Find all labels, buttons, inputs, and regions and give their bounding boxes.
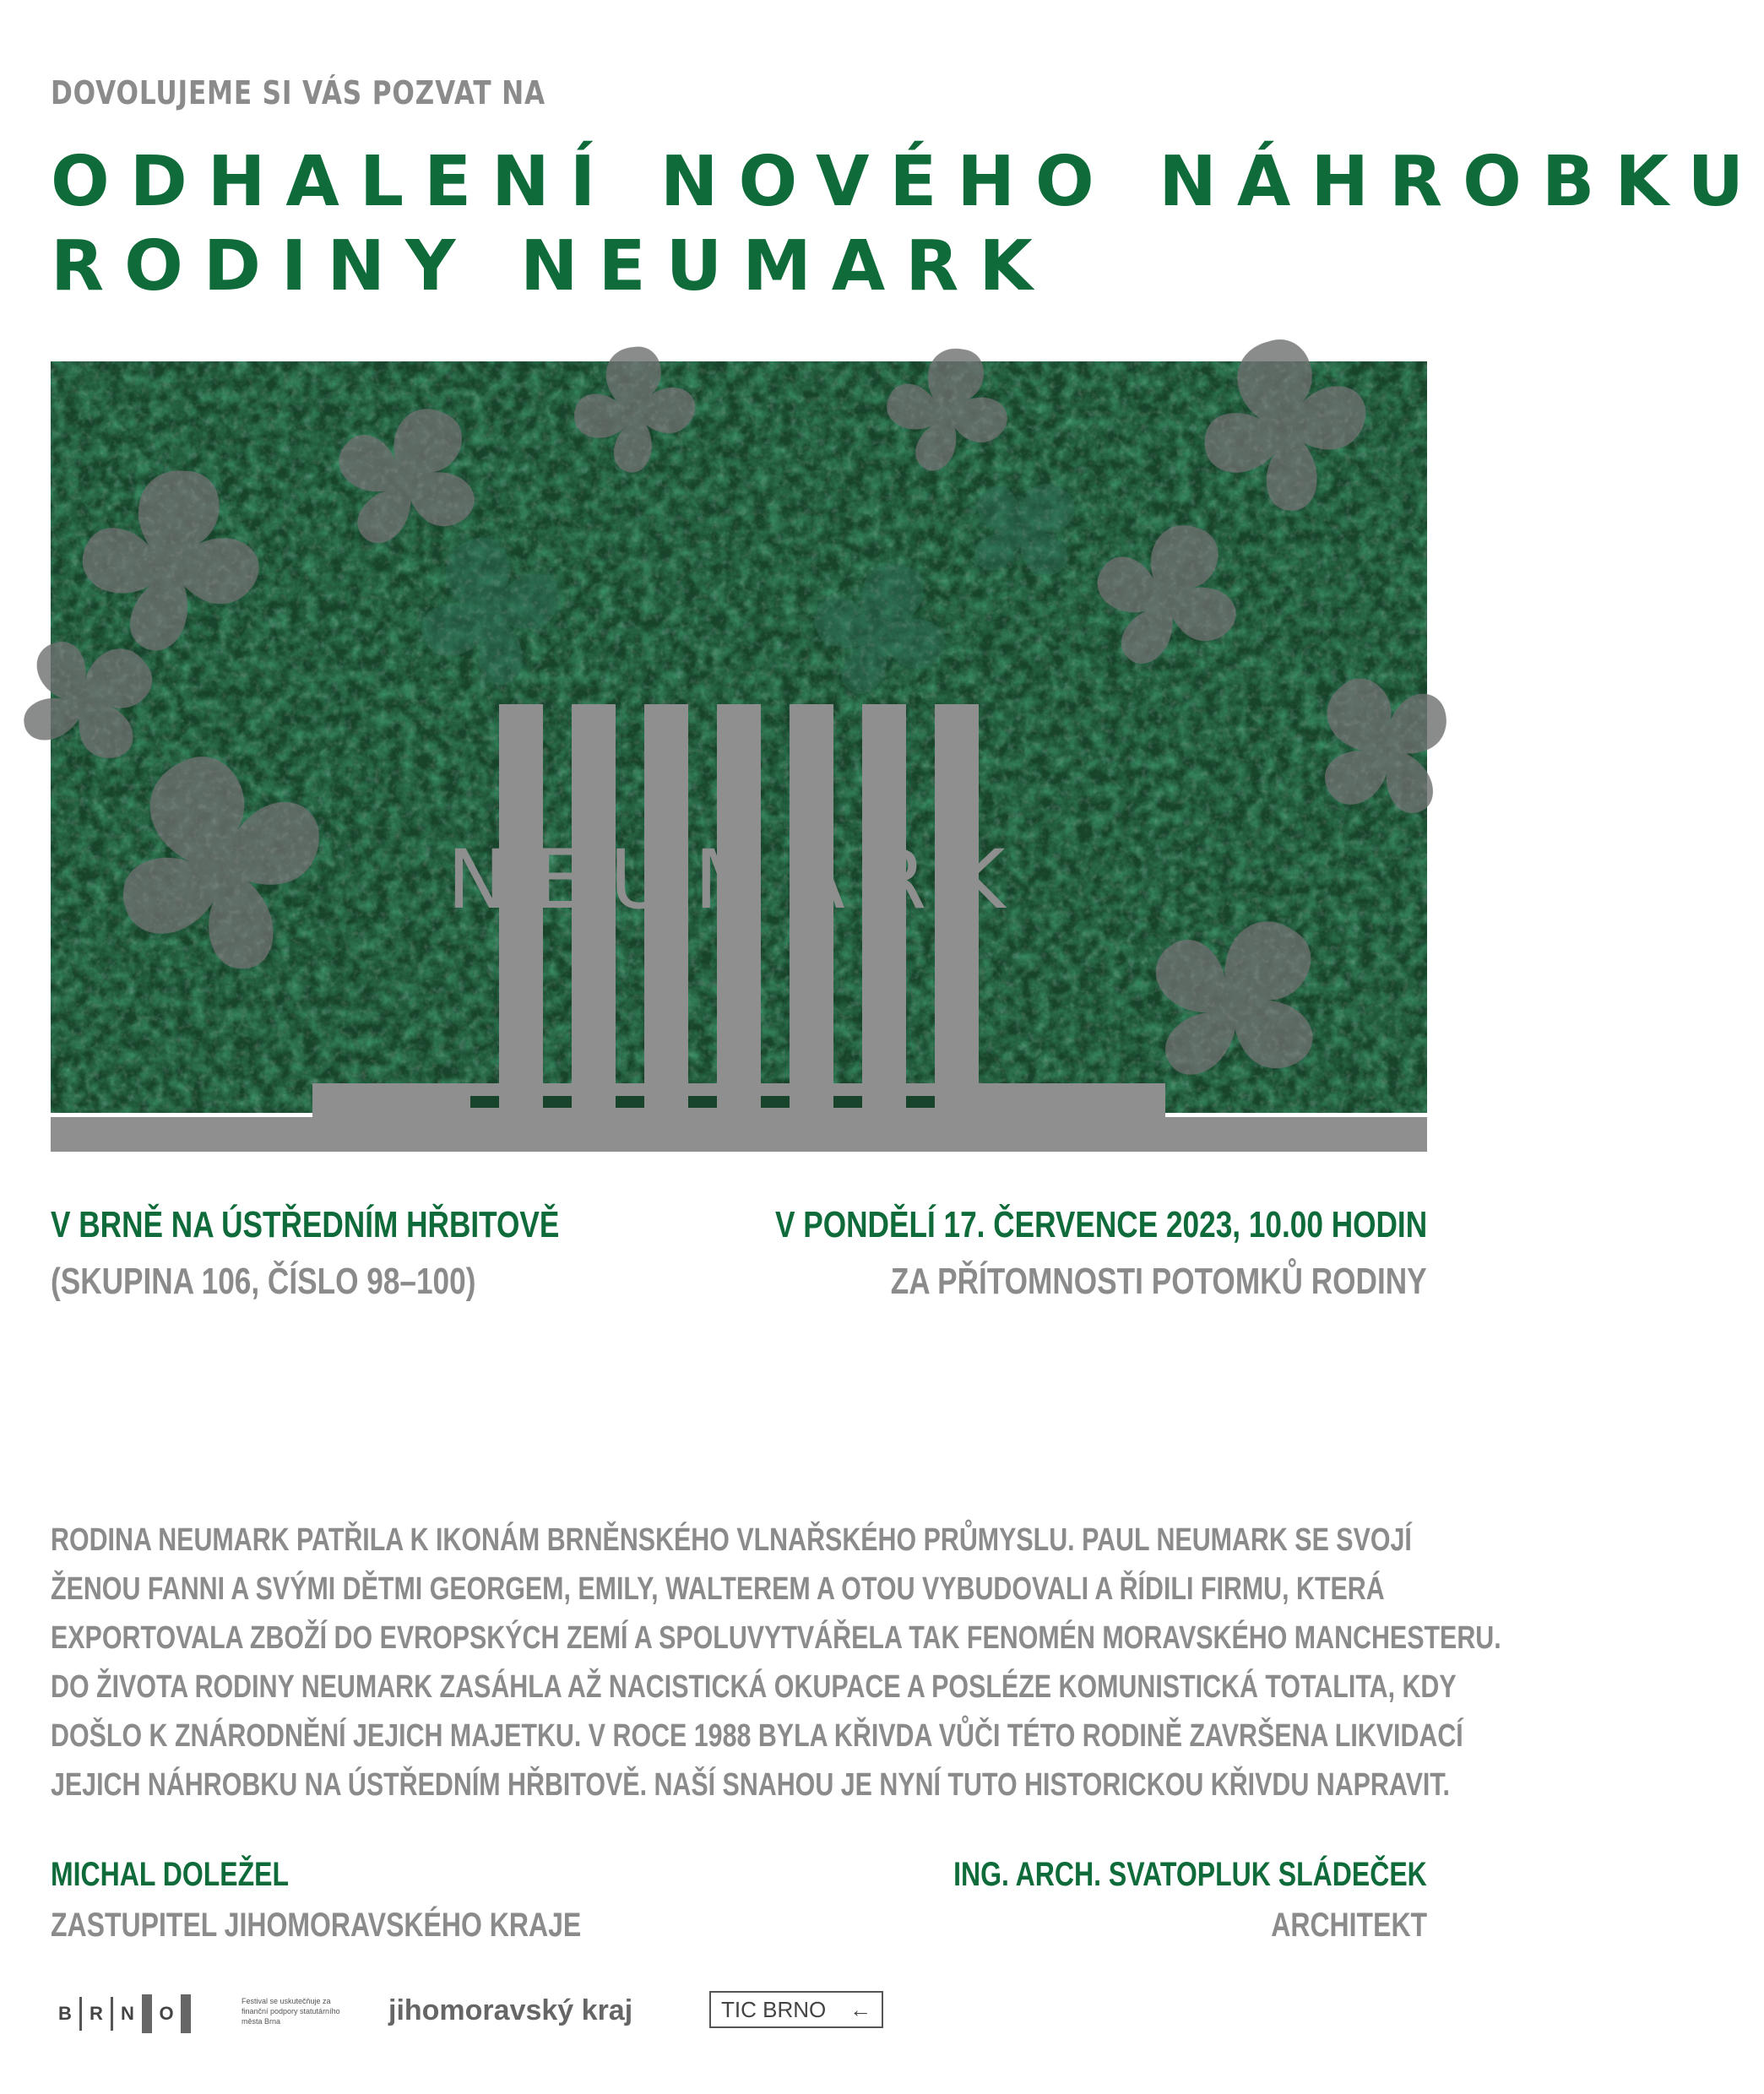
body-paragraph [51,1516,1501,1809]
datetime-line-2: ZA PŘÍTOMNOSTI POTOMKŮ RODINY [891,1261,1427,1302]
footer-logos [51,1984,946,2043]
body-line: RODINA NEUMARK PATŘILA K IKONÁM BRNĚNSKÉHO VLNAŘSKÉHO PRŮMYSLU. PAUL NEUMARK SE SVOJÍ [51,1522,1412,1558]
tic-brno-logo [709,1991,883,2028]
location-line-2: (SKUPINA 106, ČÍSLO 98–100) [51,1261,476,1302]
brno-support-note: Festival se uskutečňuje za finanční podpory statutárního města Brna [242,1997,340,2026]
body-line: JEJICH NÁHROBKU NA ÚSTŘEDNÍM HŘBITOVĚ. NAŠÍ SNAHOU JE NYNÍ TUTO HISTORICKOU KŘIVDU NAPRAVIT. [51,1767,1450,1803]
monument-text: NEUMARK [447,833,1031,927]
datetime-line-1: V PONDĚLÍ 17. ČERVENCE 2023, 10.00 HODIN [774,1204,1427,1245]
brno-logo: B R N O [51,1994,191,2033]
title-line-2: RODINY NEUMARK [51,226,1053,307]
body-line: DO ŽIVOTA RODINY NEUMARK ZASÁHLA AŽ NACISTICKÁ OKUPACE A POSLÉZE KOMUNISTICKÁ TOTALITA, KDY [51,1669,1457,1705]
tic-label: TIC BRNO [721,1996,827,2022]
location-line-1: V BRNĚ NA ÚSTŘEDNÍM HŘBITOVĚ [51,1204,560,1245]
signature-left-name: MICHAL DOLEŽEL [51,1856,290,1893]
signature-right-name: ING. ARCH. SVATOPLUK SLÁDEČEK [953,1856,1427,1893]
body-line: ŽENOU FANNI A SVÝMI DĚTMI GEORGEM, EMILY, WALTEREM A OTOU VYBUDOVALI A ŘÍDILI FIRMU, KTERÁ [51,1571,1385,1607]
signature-left-role: ZASTUPITEL JIHOMORAVSKÉHO KRAJE [51,1907,582,1944]
hero-image [51,361,1427,1152]
title-line-1: ODHALENÍ NOVÉHO NÁHROBKU [51,142,1764,222]
signature-right-role: ARCHITEKT [1271,1907,1427,1944]
intro-text: DOVOLUJEME SI VÁS POZVAT NA [51,74,545,111]
jmk-logo: jihomoravský kraj [388,1994,633,2026]
body-line: DOŠLO K ZNÁRODNĚNÍ JEJICH MAJETKU. V ROCE 1988 BYLA KŘIVDA VŮČI TÉTO RODINĚ ZAVRŠENA LIKVIDACÍ [51,1718,1463,1754]
body-line: EXPORTOVALA ZBOŽÍ DO EVROPSKÝCH ZEMÍ A SPOLUVYTVÁŘELA TAK FENOMÉN MORAVSKÉHO MANCHESTERU. [51,1620,1501,1656]
arrow-left-icon: ← [849,1996,871,2022]
monument-illustration [51,361,1427,1152]
